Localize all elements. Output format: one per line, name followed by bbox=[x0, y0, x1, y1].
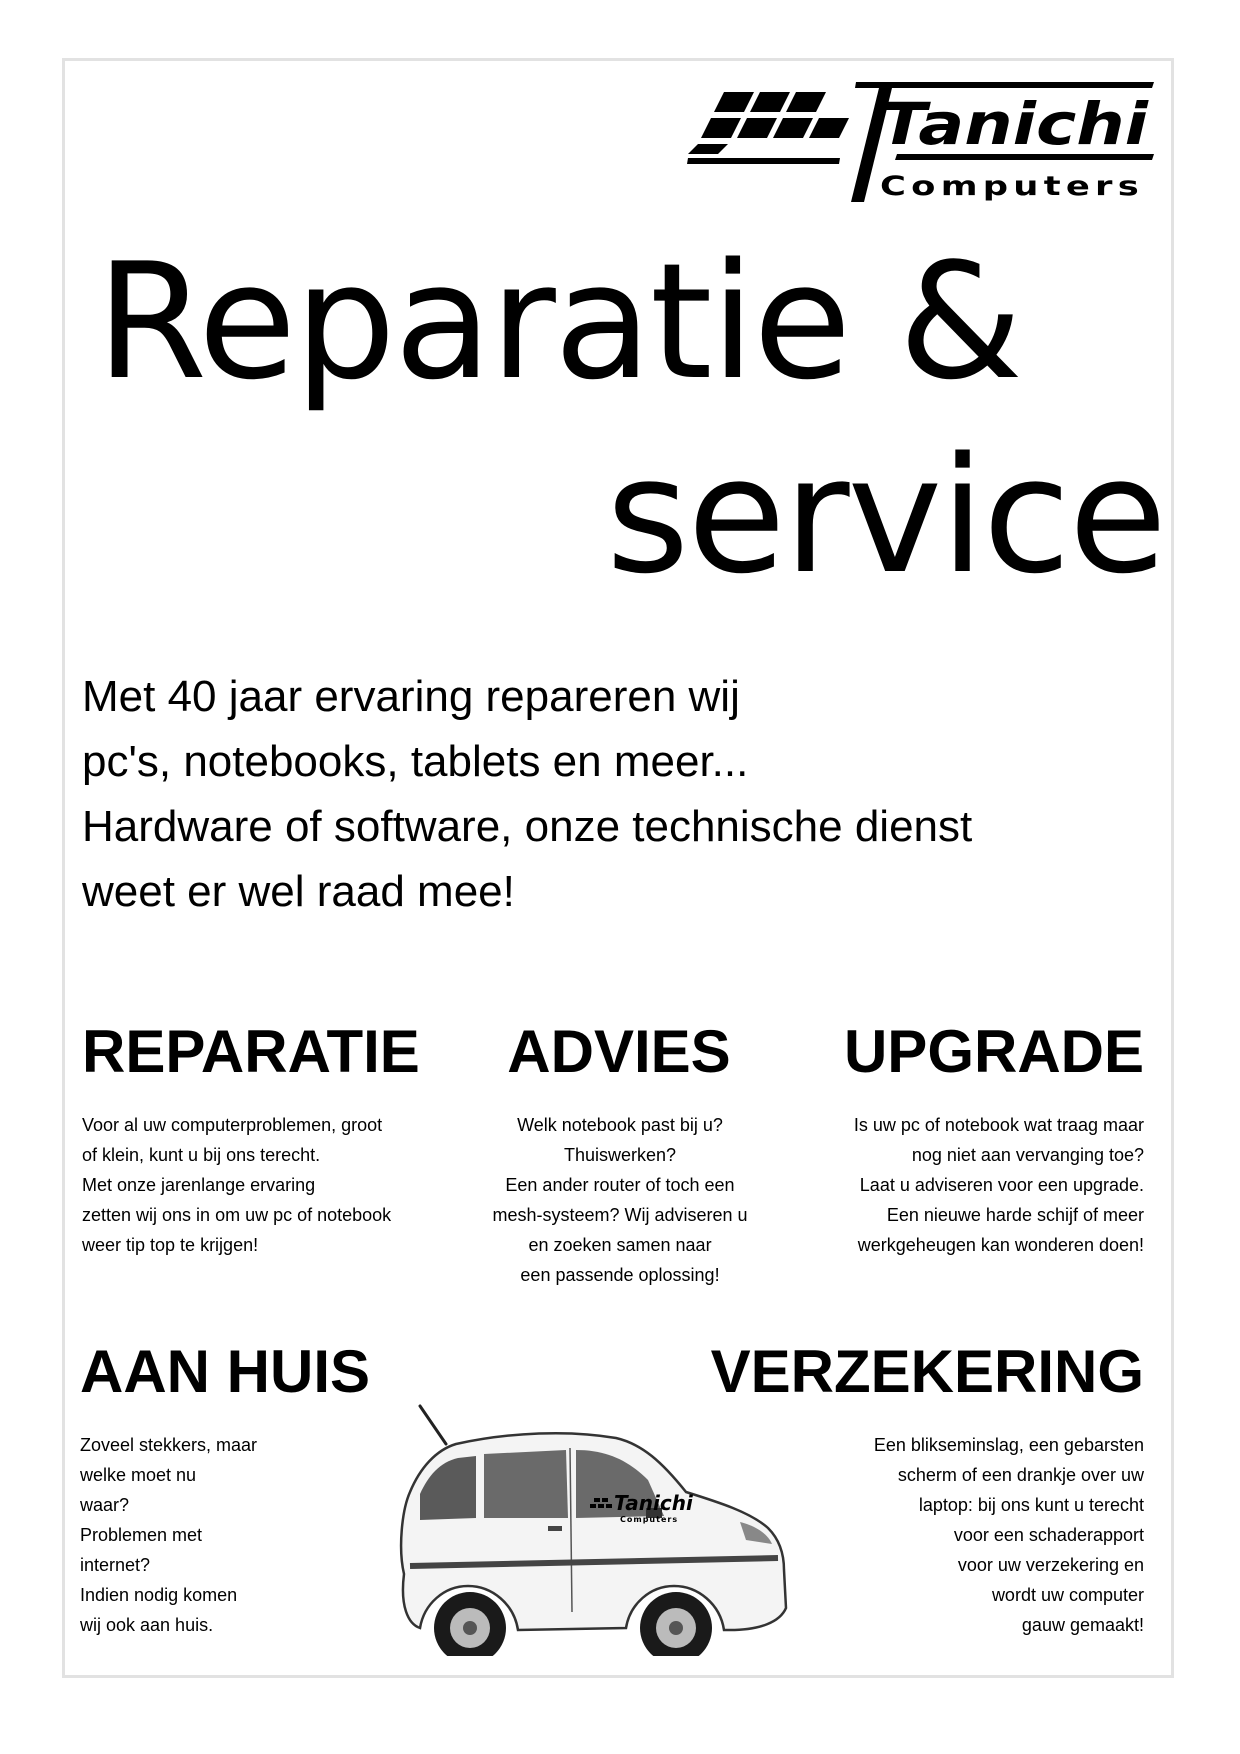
text-line: werkgeheugen kan wonderen doen! bbox=[857, 1235, 1144, 1255]
text-advies bbox=[470, 1110, 770, 1290]
text-line: internet? bbox=[80, 1555, 151, 1575]
page-title-line-1: Reparatie & bbox=[96, 228, 1022, 415]
intro-paragraph bbox=[82, 664, 1142, 924]
text-line: Problemen met bbox=[80, 1525, 203, 1545]
text-line: scherm of een drankje over uw bbox=[897, 1465, 1144, 1485]
text-aan-huis bbox=[80, 1430, 257, 1640]
heading-verzekering: VERZEKERING bbox=[710, 1338, 1144, 1405]
car-rear-wheel bbox=[434, 1592, 506, 1656]
intro-line: pc's, notebooks, tablets en meer... bbox=[82, 737, 749, 786]
page-title-line-2: service bbox=[606, 422, 1166, 609]
text-line: Indien nodig komen bbox=[80, 1585, 238, 1605]
heading-aan-huis: AAN HUIS bbox=[80, 1338, 371, 1405]
company-car-image bbox=[380, 1398, 850, 1656]
text-line: wordt uw computer bbox=[991, 1585, 1144, 1605]
text-line: voor een schaderapport bbox=[953, 1525, 1144, 1545]
text-line: gauw gemaakt! bbox=[1021, 1615, 1144, 1635]
logo-subtitle-text: Computers bbox=[880, 171, 1144, 202]
text-line: zetten wij ons in om uw pc of notebook bbox=[82, 1205, 392, 1225]
text-verzekering bbox=[874, 1430, 1144, 1640]
logo-blocks-icon bbox=[688, 92, 849, 154]
heading-advies: ADVIES bbox=[507, 1018, 731, 1085]
text-line: Laat u adviseren voor een upgrade. bbox=[859, 1175, 1144, 1195]
text-line: Welk notebook past bij u? bbox=[517, 1115, 723, 1135]
text-line: of klein, kunt u bij ons terecht. bbox=[82, 1145, 321, 1165]
car-antenna bbox=[420, 1406, 446, 1444]
logo-rule-bottom bbox=[687, 158, 840, 164]
car-front-wheel bbox=[640, 1592, 712, 1656]
text-line: Voor al uw computerproblemen, groot bbox=[82, 1115, 383, 1135]
car-side-window bbox=[484, 1450, 568, 1518]
text-line: nog niet aan vervanging toe? bbox=[911, 1145, 1144, 1165]
text-line: welke moet nu bbox=[80, 1465, 197, 1485]
text-line: wij ook aan huis. bbox=[80, 1615, 214, 1635]
text-line: voor uw verzekering en bbox=[957, 1555, 1144, 1575]
text-line: Met onze jarenlange ervaring bbox=[82, 1175, 316, 1195]
text-line: Een blikseminslag, een gebarsten bbox=[873, 1435, 1144, 1455]
text-line: een passende oplossing! bbox=[520, 1265, 720, 1285]
text-line: laptop: bij ons kunt u terecht bbox=[918, 1495, 1144, 1515]
text-line: mesh-systeem? Wij adviseren u bbox=[492, 1205, 748, 1225]
car-decal-brand: Tanichi bbox=[614, 1491, 693, 1515]
car-door-handle bbox=[548, 1526, 562, 1531]
text-line: Thuiswerken? bbox=[563, 1145, 677, 1165]
text-upgrade bbox=[854, 1110, 1144, 1260]
intro-line: Hardware of software, onze technische dienst bbox=[82, 802, 973, 851]
intro-line: Met 40 jaar ervaring repareren wij bbox=[82, 672, 740, 721]
text-line: Is uw pc of notebook wat traag maar bbox=[853, 1115, 1144, 1135]
logo-brand-text: Tanichi bbox=[880, 90, 1150, 158]
tanichi-logo bbox=[684, 82, 1154, 212]
text-line: waar? bbox=[80, 1495, 130, 1515]
heading-upgrade: UPGRADE bbox=[843, 1018, 1144, 1085]
text-line: weer tip top te krijgen! bbox=[82, 1235, 259, 1255]
text-line: Een ander router of toch een bbox=[505, 1175, 735, 1195]
text-reparatie bbox=[82, 1110, 391, 1260]
car-decal-subtitle: Computers bbox=[620, 1515, 679, 1524]
logo-rule-top bbox=[855, 82, 1154, 88]
heading-reparatie: REPARATIE bbox=[82, 1018, 420, 1085]
text-line: Een nieuwe harde schijf of meer bbox=[886, 1205, 1144, 1225]
text-line: Zoveel stekkers, maar bbox=[80, 1435, 258, 1455]
intro-line: weet er wel raad mee! bbox=[82, 867, 515, 916]
text-line: en zoeken samen naar bbox=[528, 1235, 712, 1255]
